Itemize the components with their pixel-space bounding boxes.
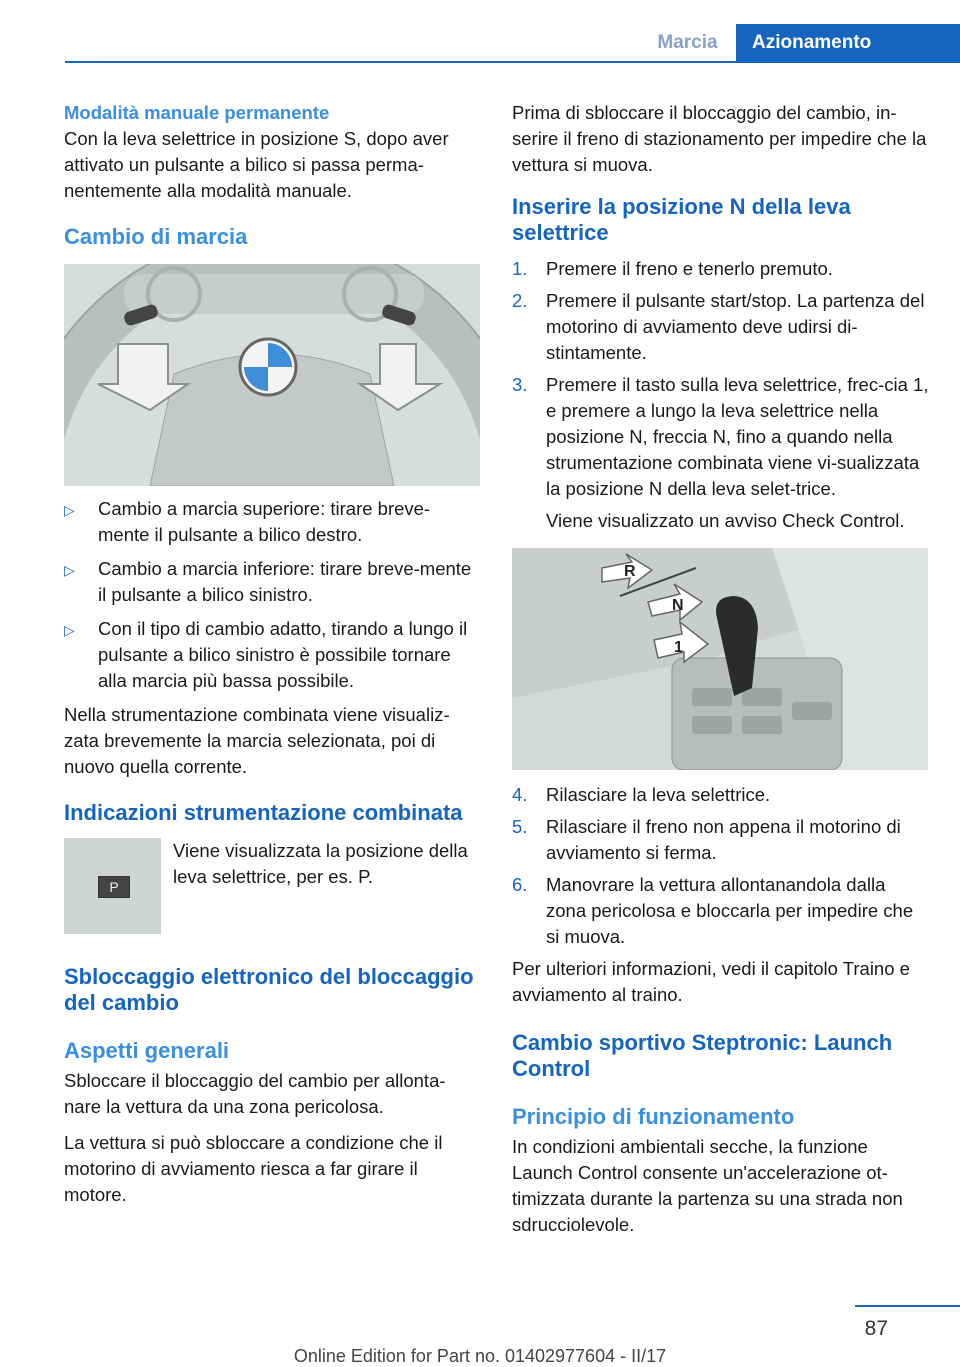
tab-azionamento[interactable]: Azionamento <box>736 24 960 62</box>
steering-wheel-image <box>64 264 480 486</box>
page-number-rule <box>855 1305 960 1307</box>
list-item: 4. Rilasciare la leva selettrice. <box>512 784 771 805</box>
triangle-bullet-icon: ▷ <box>64 622 75 638</box>
list-item: 5. Rilasciare il freno non appena il motorino di avviamento si ferma. <box>512 816 901 863</box>
footer-edition: Online Edition for Part no. 01402977604 - II/17 <box>293 1346 667 1366</box>
inserire-heading: Inserire la posizione N della leva selettrice <box>512 194 851 245</box>
page-number: 87 <box>864 1317 888 1340</box>
strumentazione-text: Nella strumentazione combinata viene visualiz-zata brevemente la marcia selezionata, poi di nuovo quella corrente. <box>64 704 450 777</box>
cambio-heading: Cambio di marcia <box>64 224 248 249</box>
list-item: 6. Manovrare la vettura allontanandola dalla zona pericolosa e bloccarla per impedire che si muova. <box>512 874 914 947</box>
principio-text: In condizioni ambientali secche, la funzione Launch Control consente un'accelerazione ot-timizzata durante la partenza su una strada non sdrucciolevole. <box>512 1136 903 1235</box>
gear-label-r: R <box>624 563 636 580</box>
gear-label-n: N <box>672 597 684 614</box>
gear-indicator-image <box>64 838 161 934</box>
gear-label-1: 1 <box>674 639 683 656</box>
tab-marcia[interactable]: Marcia <box>657 32 718 53</box>
right-column <box>512 100 930 1248</box>
aspetti-heading: Aspetti generali <box>64 1038 230 1063</box>
indicazioni-heading: Indicazioni strumentazione combinata <box>64 800 463 825</box>
list-item: 1. Premere il freno e tenerlo premuto. <box>512 258 833 279</box>
sblocco-heading: Sbloccaggio elettronico del bloccaggio del cambio <box>64 964 474 1015</box>
list-item: ▷ Con il tipo di cambio adatto, tirando a lungo il pulsante a bilico sinistro è possibile tornare alla marcia più bassa possibile. <box>64 616 480 694</box>
triangle-bullet-icon: ▷ <box>64 502 75 518</box>
list-item: 2. Premere il pulsante start/stop. La partenza del motorino di avviamento deve udirsi di-stintamente. <box>512 290 925 363</box>
principio-heading: Principio di funzionamento <box>512 1104 795 1129</box>
indicazioni-text: Viene visualizzata la posizione della leva selettrice, per es. P. <box>173 840 468 887</box>
traino-text: Per ulteriori informazioni, vedi il capitolo Traino e avviamento al traino. <box>512 958 910 1005</box>
triangle-bullet-icon: ▷ <box>64 562 75 578</box>
list-item: ▷ Cambio a marcia superiore: tirare breve-mente il pulsante a bilico destro. <box>64 496 480 548</box>
aspetti-text-1: Sbloccare il bloccaggio del cambio per allonta-nare la vettura da una zona pericolosa. <box>64 1070 446 1117</box>
gear-indicator-letter: P <box>98 876 130 898</box>
step3-note: Viene visualizzato un avviso Check Control. <box>546 510 905 531</box>
list-item: 3. Premere il tasto sulla leva selettrice, frec-cia 1, e premere a lungo la leva selettrice nella posizione N, freccia N, fino a quando nella strumentazione combinata viene vi-sualizzata la posizione N della leva selet-trice. <box>512 374 929 499</box>
intro-text: Prima di sbloccare il bloccaggio del cambio, in-serire il freno di stazionamento per impedire che la vettura si muova. <box>512 102 927 175</box>
modalita-text: Con la leva selettrice in posizione S, dopo aver attivato un pulsante a bilico si passa perma-nentemente alla modalità manuale. <box>64 128 449 201</box>
list-item: ▷ Cambio a marcia inferiore: tirare breve-mente il pulsante a bilico sinistro. <box>64 556 480 608</box>
header-rule <box>65 61 960 63</box>
modalita-heading: Modalità manuale permanente <box>64 102 330 123</box>
indicator-row <box>64 838 480 934</box>
aspetti-text-2: La vettura si può sbloccare a condizione che il motorino di avviamento riesca a far girare il motore. <box>64 1132 443 1205</box>
launch-heading: Cambio sportivo Steptronic: Launch Control <box>512 1030 893 1081</box>
left-column <box>64 100 480 1218</box>
gear-selector-image <box>512 548 928 770</box>
